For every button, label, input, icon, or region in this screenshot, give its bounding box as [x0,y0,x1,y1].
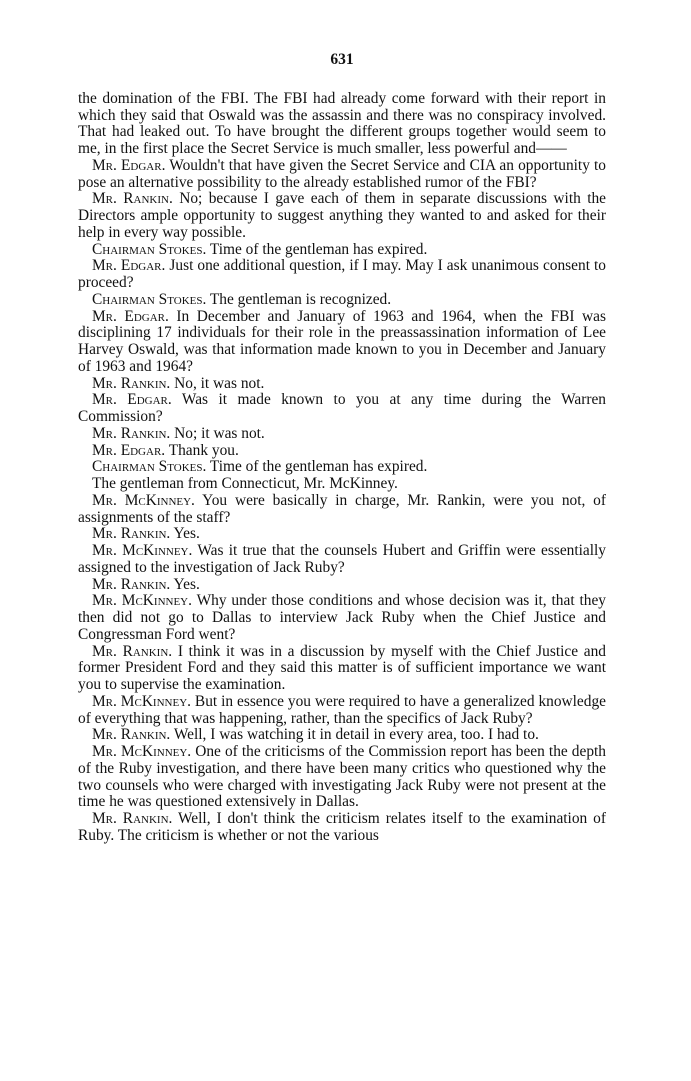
transcript-paragraph [78,459,606,476]
speaker-name: Mr. Rankin. [92,642,173,660]
transcript-paragraph [78,392,606,426]
speaker-name: Mr. Edgar. [92,257,166,275]
speaker-name: Mr. McKinney. [92,491,195,509]
transcript-paragraph [78,242,606,259]
paragraph-text: Time of the gentleman has expired. [206,240,428,258]
paragraph-text: But in essence you were required to have a generalized knowledge of everything that was happening, rather, than the specifics of Jack Ruby? [78,692,606,727]
transcript-paragraph [78,593,606,643]
transcript-paragraph [78,91,606,158]
paragraph-text: the domination of the FBI. The FBI had already come forward with their report in which they said that Oswald was the assassin and there was no conspiracy involved. That had leaked out. To have brought the different groups together would seem to me, in the first place the Secret Service is much smaller, less powerful and—— [78,89,606,157]
transcript-paragraph [78,292,606,309]
paragraph-text: Was it true that the counsels Hubert and Griffin were essentially assigned to the investigation of Jack Ruby? [78,542,606,576]
transcript-paragraph [78,376,606,393]
speaker-name: Chairman Stokes. [92,240,207,258]
transcript-paragraph [78,476,606,493]
paragraph-text: The gentleman from Connecticut, Mr. McKinney. [92,475,398,492]
transcript-paragraph [78,744,606,811]
transcript-paragraph [78,309,606,376]
transcript-paragraph [78,694,606,728]
transcript-paragraph [78,158,606,192]
paragraph-text: Time of the gentleman has expired. [206,458,428,476]
speaker-name: Mr. Rankin. [92,374,171,392]
speaker-name: Mr. Rankin. [92,810,173,827]
transcript-body [78,91,606,845]
transcript-paragraph [78,727,606,744]
speaker-name: Chairman Stokes. [92,290,207,308]
paragraph-text: No; because I gave each of them in separate discussions with the Directors ample opportunity to suggest anything they wanted to and asked for their help in every way possible. [78,190,606,241]
paragraph-text: Just one additional question, if I may. May I ask unanimous consent to proceed? [78,257,606,291]
paragraph-text: Wouldn't that have given the Secret Service and CIA an opportunity to pose an alternative possibility to the already established rumor of the FBI? [78,156,606,191]
paragraph-text: No, it was not. [170,374,265,392]
transcript-paragraph [78,443,606,460]
paragraph-text: Well, I was watching it in detail in every area, too. I had to. [170,726,539,744]
paragraph-text: You were basically in charge, Mr. Rankin, were you not, of assignments of the staff? [78,491,606,526]
paragraph-text: Yes. [170,575,200,593]
transcript-paragraph [78,191,606,241]
transcript-paragraph [78,526,606,543]
speaker-name: Mr. Rankin. [92,424,171,442]
speaker-name: Mr. McKinney. [92,743,192,760]
speaker-name: Mr. McKinney. [92,692,191,710]
speaker-name: Mr. Edgar. [92,391,172,409]
speaker-name: Mr. McKinney. [92,542,193,559]
page-number: 631 [330,51,354,68]
paragraph-text: One of the criticisms of the Commission report has been the depth of the Ruby investigation, and there have been many critics who questioned why the two counsels who were charged with investigating Jack Ruby were not present at the time he was questioned extensively in Dallas. [78,743,606,811]
speaker-name: Mr. Rankin. [92,190,173,208]
paragraph-text: Yes. [170,525,200,543]
speaker-name: Mr. Rankin. [92,726,171,744]
speaker-name: Chairman Stokes. [92,458,207,476]
transcript-paragraph [78,577,606,594]
speaker-name: Mr. McKinney. [92,592,192,610]
paragraph-text: Thank you. [165,441,239,459]
transcript-paragraph [78,644,606,694]
paragraph-text: Why under those conditions and whose decision was it, that they then did not go to Dallas to interview Jack Ruby when the Chief Justice and Congressman Ford went? [78,592,606,643]
paragraph-text: Well, I don't think the criticism relates itself to the examination of Ruby. The criticism is whether or not the various [78,810,606,844]
speaker-name: Mr. Rankin. [92,525,171,543]
transcript-paragraph [78,426,606,443]
paragraph-text: In December and January of 1963 and 1964, when the FBI was disciplining 17 individuals for their role in the preassassination information of Lee Harvey Oswald, was that information made known to you in December and January of 1963 and 1964? [78,307,606,375]
paragraph-text: The gentleman is recognized. [206,290,392,308]
paragraph-text: Was it made known to you at any time during the Warren Commission? [78,391,606,425]
transcript-paragraph [78,258,606,292]
speaker-name: Mr. Edgar. [92,307,169,325]
transcript-paragraph [78,543,606,577]
speaker-name: Mr. Rankin. [92,575,171,593]
transcript-paragraph [78,493,606,527]
speaker-name: Mr. Edgar. [92,441,166,459]
paragraph-text: No; it was not. [170,424,265,442]
transcript-paragraph [78,811,606,845]
speaker-name: Mr. Edgar. [92,156,166,174]
paragraph-text: I think it was in a discussion by myself with the Chief Justice and former President Ford and they said this matter is of sufficient importance we want you to supervise the examination. [78,642,606,693]
